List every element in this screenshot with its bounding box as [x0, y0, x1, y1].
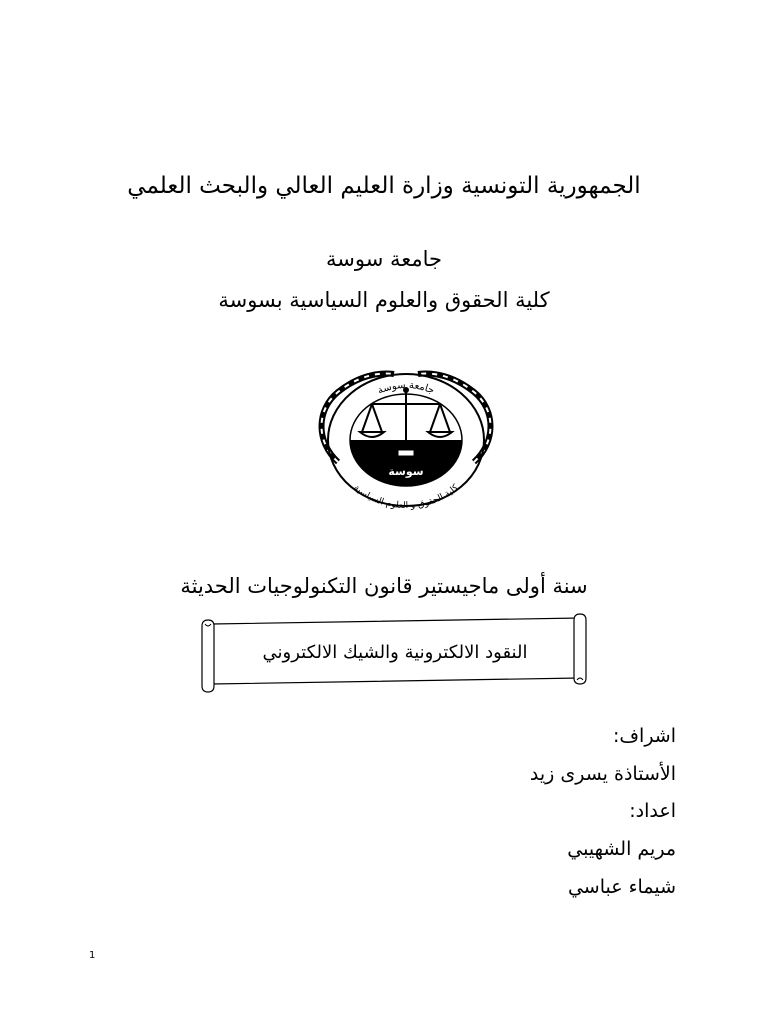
- faculty-heading: كلية الحقوق والعلوم السياسية بسوسة: [218, 288, 550, 312]
- scales-of-justice-seal-icon: [308, 362, 504, 512]
- document-title: النقود الالكترونية والشيك الالكتروني: [262, 642, 528, 663]
- author-name: مريم الشهيبي: [567, 838, 676, 860]
- prepared-by-label: اعداد:: [629, 800, 676, 822]
- program-line: سنة أولى ماجيستير قانون التكنولوجيات الحديثة: [180, 574, 588, 598]
- author-name: شيماء عباسي: [567, 876, 676, 898]
- svg-text:كلية الحقوق و العلوم السياسية: [351, 483, 461, 511]
- seal-center-label: سوسة: [388, 465, 424, 478]
- ministry-heading: الجمهورية التونسية وزارة العليم العالي والبحث العلمي: [127, 173, 641, 199]
- seal-inscription-bottom: كلية الحقوق و العلوم السياسية: [351, 483, 461, 512]
- seal-inscription-top: جامعة سوسة: [376, 379, 436, 397]
- supervisor-name: الأستاذة يسرى زيد: [529, 763, 676, 785]
- supervision-label: اشراف:: [612, 725, 676, 747]
- page-number: 1: [89, 950, 96, 961]
- university-heading: جامعة سوسة: [326, 247, 442, 271]
